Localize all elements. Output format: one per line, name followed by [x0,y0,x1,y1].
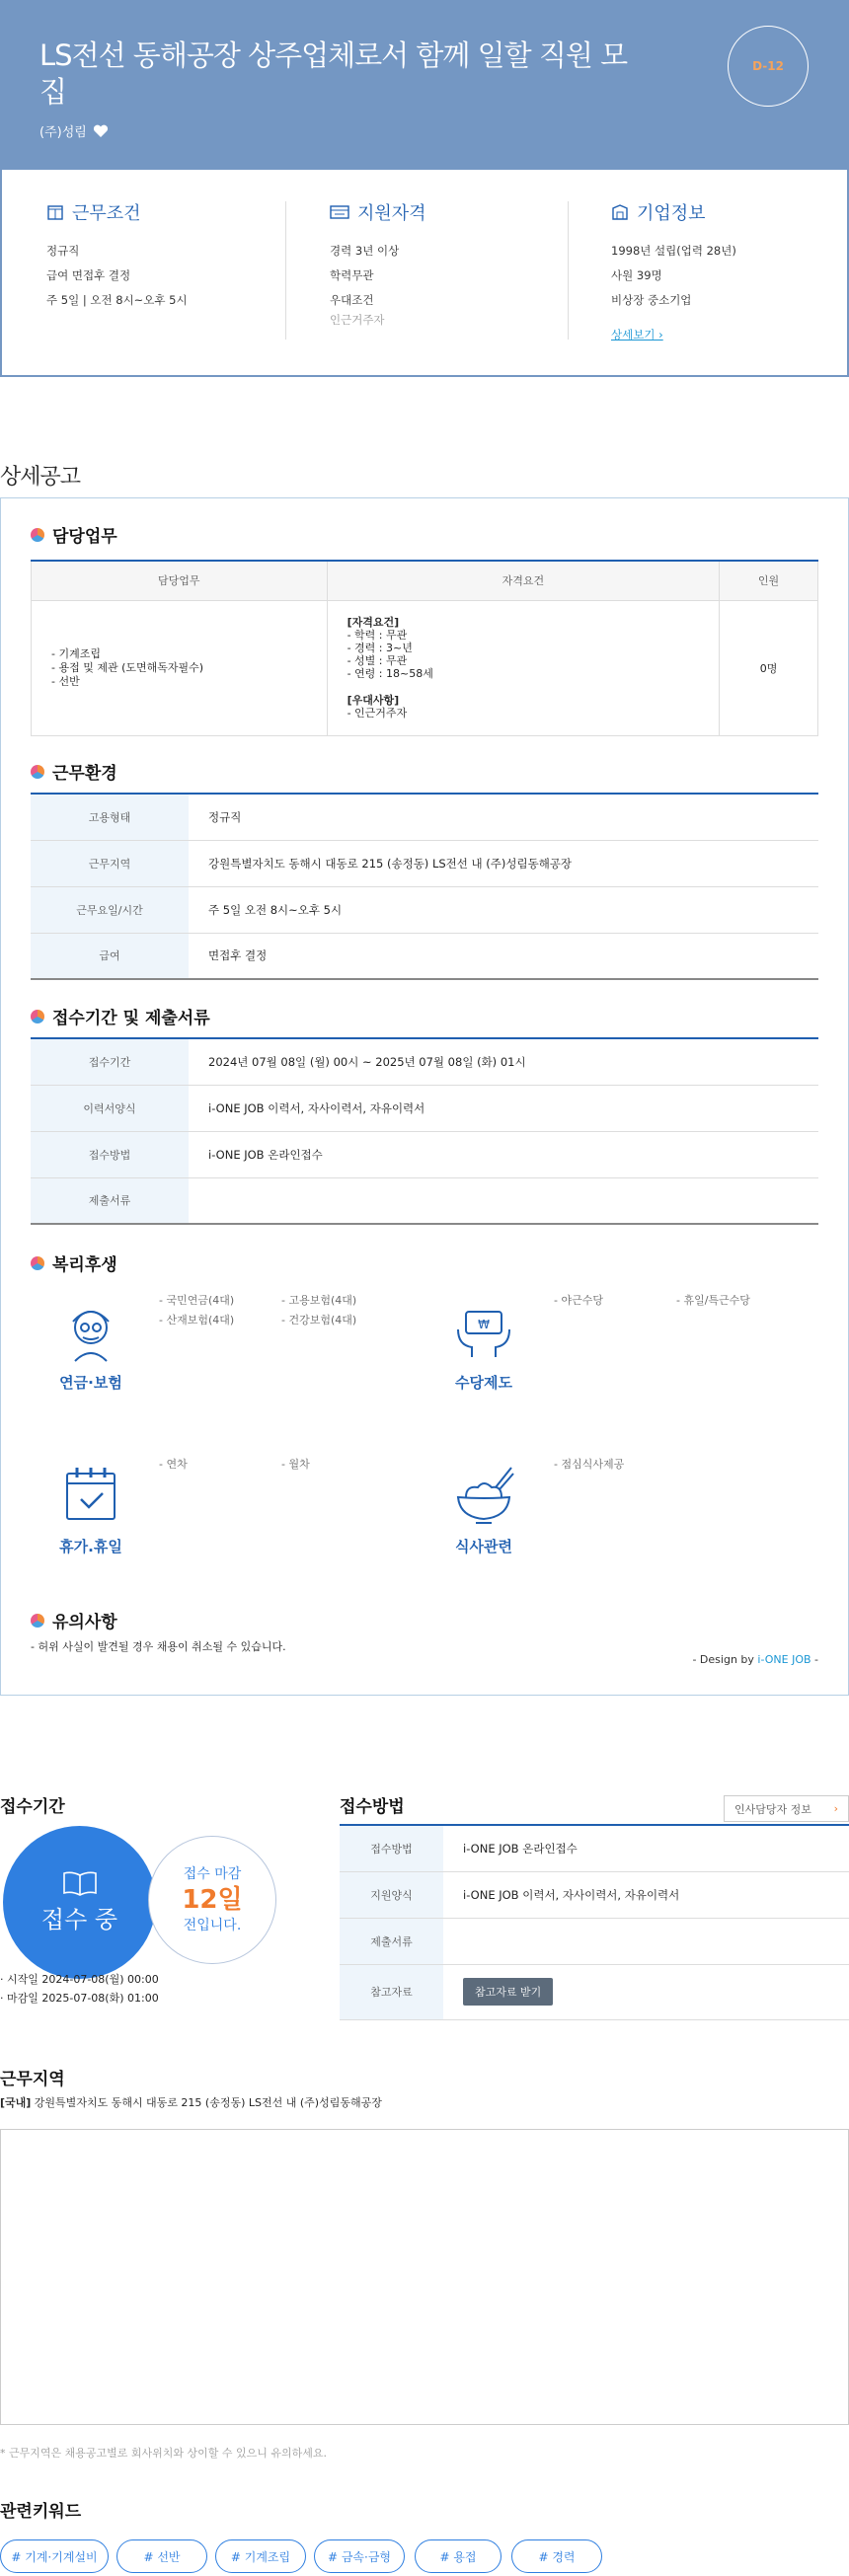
row-value: i-ONE JOB 이력서, 자사이력서, 자유이력서 [443,1871,849,1918]
row-label: 근무요일/시간 [31,886,189,933]
period-dates [0,1970,159,2008]
deadline-circle [148,1836,276,1964]
pref-item: - 인근거주자 [347,707,408,720]
summary-text: 1998년 설립(업력 28년) [611,244,736,258]
period-title: 접수기간 [0,1797,65,1817]
keyword-tag[interactable]: # 금속·금형 [314,2539,405,2573]
row-label: 제출서류 [31,1177,189,1224]
row-value: 면접후 결정 [189,933,818,979]
row-value: i-ONE JOB 이력서, 자사이력서, 자유이력서 [189,1085,818,1131]
keywords-title: 관련키워드 [0,2502,82,2522]
row-label: 급여 [31,933,189,979]
duty-title: 담당업무 [52,527,117,547]
welfare-vacation [37,1464,145,1556]
row-value [189,1177,818,1224]
svg-text:₩: ₩ [478,1318,490,1331]
heart-icon[interactable] [93,124,109,138]
task-item: - 선반 [51,674,80,688]
days-remaining: 12일 [182,1885,243,1915]
row-value: 주 5일 오전 8시~오후 5시 [189,886,818,933]
row-label: 접수기간 [31,1038,189,1085]
row-value: 강원특별자치도 동해시 대동로 215 (송정동) LS전선 내 (주)성림동해공장 [189,840,818,886]
welfare-title: 복리후생 [52,1255,117,1275]
env-table [31,793,818,980]
row-value: i-ONE JOB 온라인접수 [443,1825,849,1871]
summary-text: 주 5일 | 오전 8시~오후 5시 [46,293,188,307]
welfare-label: 수당제도 [455,1374,512,1392]
bullet-icon [31,765,44,779]
start-date: · 시작일 2024-07-08(월) 00:00 [0,1973,159,1986]
job-summary [0,170,849,377]
location-map[interactable] [0,2129,849,2425]
apply-title: 접수기간 및 제출서류 [52,1009,210,1028]
keyword-tag[interactable]: # 경력 [511,2539,602,2573]
row-label: 제출서류 [340,1918,443,1964]
company-icon [611,203,629,221]
table-header: 담당업무 [32,561,328,600]
job-detail [0,497,849,1696]
allowance-icon [452,1300,515,1363]
summary-company-title: 기업정보 [637,203,706,224]
welfare-item: - 월차 [281,1458,310,1471]
table-row [340,1918,849,1964]
download-reference-button[interactable]: 참고자료 받기 [463,1978,553,2006]
detail-section-title: 상세공고 [0,465,81,490]
summary-text: 급여 면접후 결정 [46,268,131,282]
company-name[interactable] [39,121,109,140]
req-item: - 경력 : 3~년 [347,642,413,654]
end-date-text: 마감일 2025-07-08(화) 01:00 [7,1992,159,2005]
welfare-item: - 휴일/특근수당 [676,1294,750,1307]
row-value [443,1918,849,1964]
table-row [31,1177,818,1224]
id-card-icon [330,204,349,220]
company-detail-link[interactable]: 상세보기 › [611,328,663,341]
design-brand: i-ONE JOB [757,1653,811,1666]
divider [568,201,569,340]
location-title: 근무지역 [0,2070,65,2089]
design-suffix: - [810,1653,818,1666]
building-icon [46,203,64,221]
welfare-item: - 산재보험(4대) [159,1314,235,1326]
design-credit [692,1653,818,1666]
summary-qualifications [330,199,567,327]
welfare-heading [31,1250,117,1275]
duty-heading [31,522,117,547]
summary-company [611,199,848,342]
bullet-icon [31,1010,44,1023]
table-row [31,1038,818,1085]
job-header [0,0,849,170]
company-label: (주)성림 [39,125,87,140]
bullet-icon [31,1614,44,1628]
divider [285,201,286,340]
welfare-item: - 국민연금(4대) [159,1294,235,1307]
row-value [443,1964,849,2019]
table-row [31,886,818,933]
summary-text: 비상장 중소기업 [611,293,692,307]
req-item: - 연령 : 18~58세 [347,667,433,680]
welfare-item: - 고용보험(4대) [281,1294,357,1307]
apply-heading [31,1004,210,1028]
row-value: 2024년 07월 08일 (월) 00시 ~ 2025년 07월 08일 (화) 01시 [189,1038,818,1085]
welfare-label: 휴가.휴일 [59,1538,122,1555]
headcount: 0명 [720,600,818,735]
keyword-tag[interactable]: # 용접 [415,2539,502,2573]
row-label: 이력서양식 [31,1085,189,1131]
location-note: * 근무지역은 채용공고별로 회사위치와 상이할 수 있으니 유의하세요. [0,2447,327,2460]
welfare-allowance [429,1300,538,1393]
end-date: · 마감일 2025-07-08(화) 01:00 [0,1992,159,2005]
welfare-item: - 야근수당 [554,1294,603,1307]
notice-text: - 허위 사실이 발견될 경우 채용이 취소될 수 있습니다. [31,1640,286,1653]
summary-text: 정규직 [46,244,80,258]
summary-text: 학력무관 [330,268,374,282]
row-label: 지원양식 [340,1871,443,1918]
keyword-tag[interactable]: # 선반 [116,2539,207,2573]
welfare-label: 연금·보험 [59,1374,122,1392]
table-row [31,1085,818,1131]
deadline-label: 접수 마감 [183,1866,242,1882]
summary-conditions-title: 근무조건 [72,203,141,224]
table-row [31,1131,818,1177]
welfare-label: 식사관련 [455,1538,512,1555]
table-header: 자격요건 [327,561,719,600]
summary-conditions [46,199,283,313]
summary-qualifications-title: 지원자격 [357,203,426,224]
table-row [340,1825,849,1871]
method-table [340,1824,849,2020]
duty-tasks [32,600,328,735]
book-icon [62,1870,98,1896]
task-item: - 기계조립 [51,646,101,660]
job-title: LS전선 동해공장 상주업체로서 함께 일할 직원 모집 [39,38,628,109]
notice-title: 유의사항 [52,1613,117,1632]
env-heading [31,759,117,784]
summary-text: 사원 39명 [611,268,662,282]
row-label: 접수방법 [31,1131,189,1177]
pension-icon [59,1300,122,1363]
table-header: 인원 [720,561,818,600]
welfare-item: - 연차 [159,1458,188,1471]
row-label: 접수방법 [340,1825,443,1871]
welfare-item: - 점심식사제공 [554,1458,625,1471]
table-row [31,794,818,840]
req-heading: [자격요건] [347,616,400,629]
deadline-suffix: 전입니다. [183,1918,242,1933]
hr-contact-label: 인사담당자 정보 [734,1802,811,1816]
row-value: 정규직 [189,794,818,840]
row-label: 참고자료 [340,1964,443,2019]
start-date-text: 시작일 2024-07-08(월) 00:00 [7,1973,159,1986]
table-row [340,1964,849,2019]
welfare-item: - 건강보험(4대) [281,1314,357,1326]
chevron-right-icon: › [833,1802,838,1815]
location-address [0,2094,382,2110]
location-tag: [국내] [0,2096,32,2109]
req-item: - 학력 : 무관 [347,629,408,642]
welfare-pension [37,1300,145,1393]
summary-subtext: 인근거주자 [330,313,385,327]
dday-badge: D-12 [728,26,809,107]
design-prefix: - Design by [692,1653,758,1666]
keyword-tag[interactable]: # 기계조립 [215,2539,306,2573]
hr-contact-button[interactable] [724,1795,849,1822]
bullet-icon [31,528,44,542]
env-title: 근무환경 [52,764,117,784]
duty-table [31,560,818,736]
pref-heading: [우대사항] [347,694,400,707]
row-label: 고용형태 [31,794,189,840]
table-row [31,933,818,979]
method-title: 접수방법 [340,1797,405,1817]
row-label: 근무지역 [31,840,189,886]
status-label: 접수 중 [40,1906,118,1933]
vacation-icon [59,1464,122,1527]
meal-icon [452,1464,515,1527]
table-row [31,840,818,886]
summary-text: 우대조건 [330,293,374,307]
bullet-icon [31,1256,44,1270]
row-value: i-ONE JOB 온라인접수 [189,1131,818,1177]
req-item: - 성별 : 무관 [347,654,408,667]
status-circle [3,1826,156,1979]
summary-text: 경력 3년 이상 [330,244,400,258]
notice-heading [31,1608,117,1632]
apply-table [31,1037,818,1225]
keyword-tag[interactable]: # 기계·기계설비 [0,2539,109,2573]
task-item: - 용접 및 제관 (도면해독자필수) [51,660,204,674]
duty-requirements [327,600,719,735]
table-row [340,1871,849,1918]
location-address-text: 강원특별자치도 동해시 대동로 215 (송정동) LS전선 내 (주)성림동해공장 [31,2096,382,2109]
welfare-meal [429,1464,538,1556]
